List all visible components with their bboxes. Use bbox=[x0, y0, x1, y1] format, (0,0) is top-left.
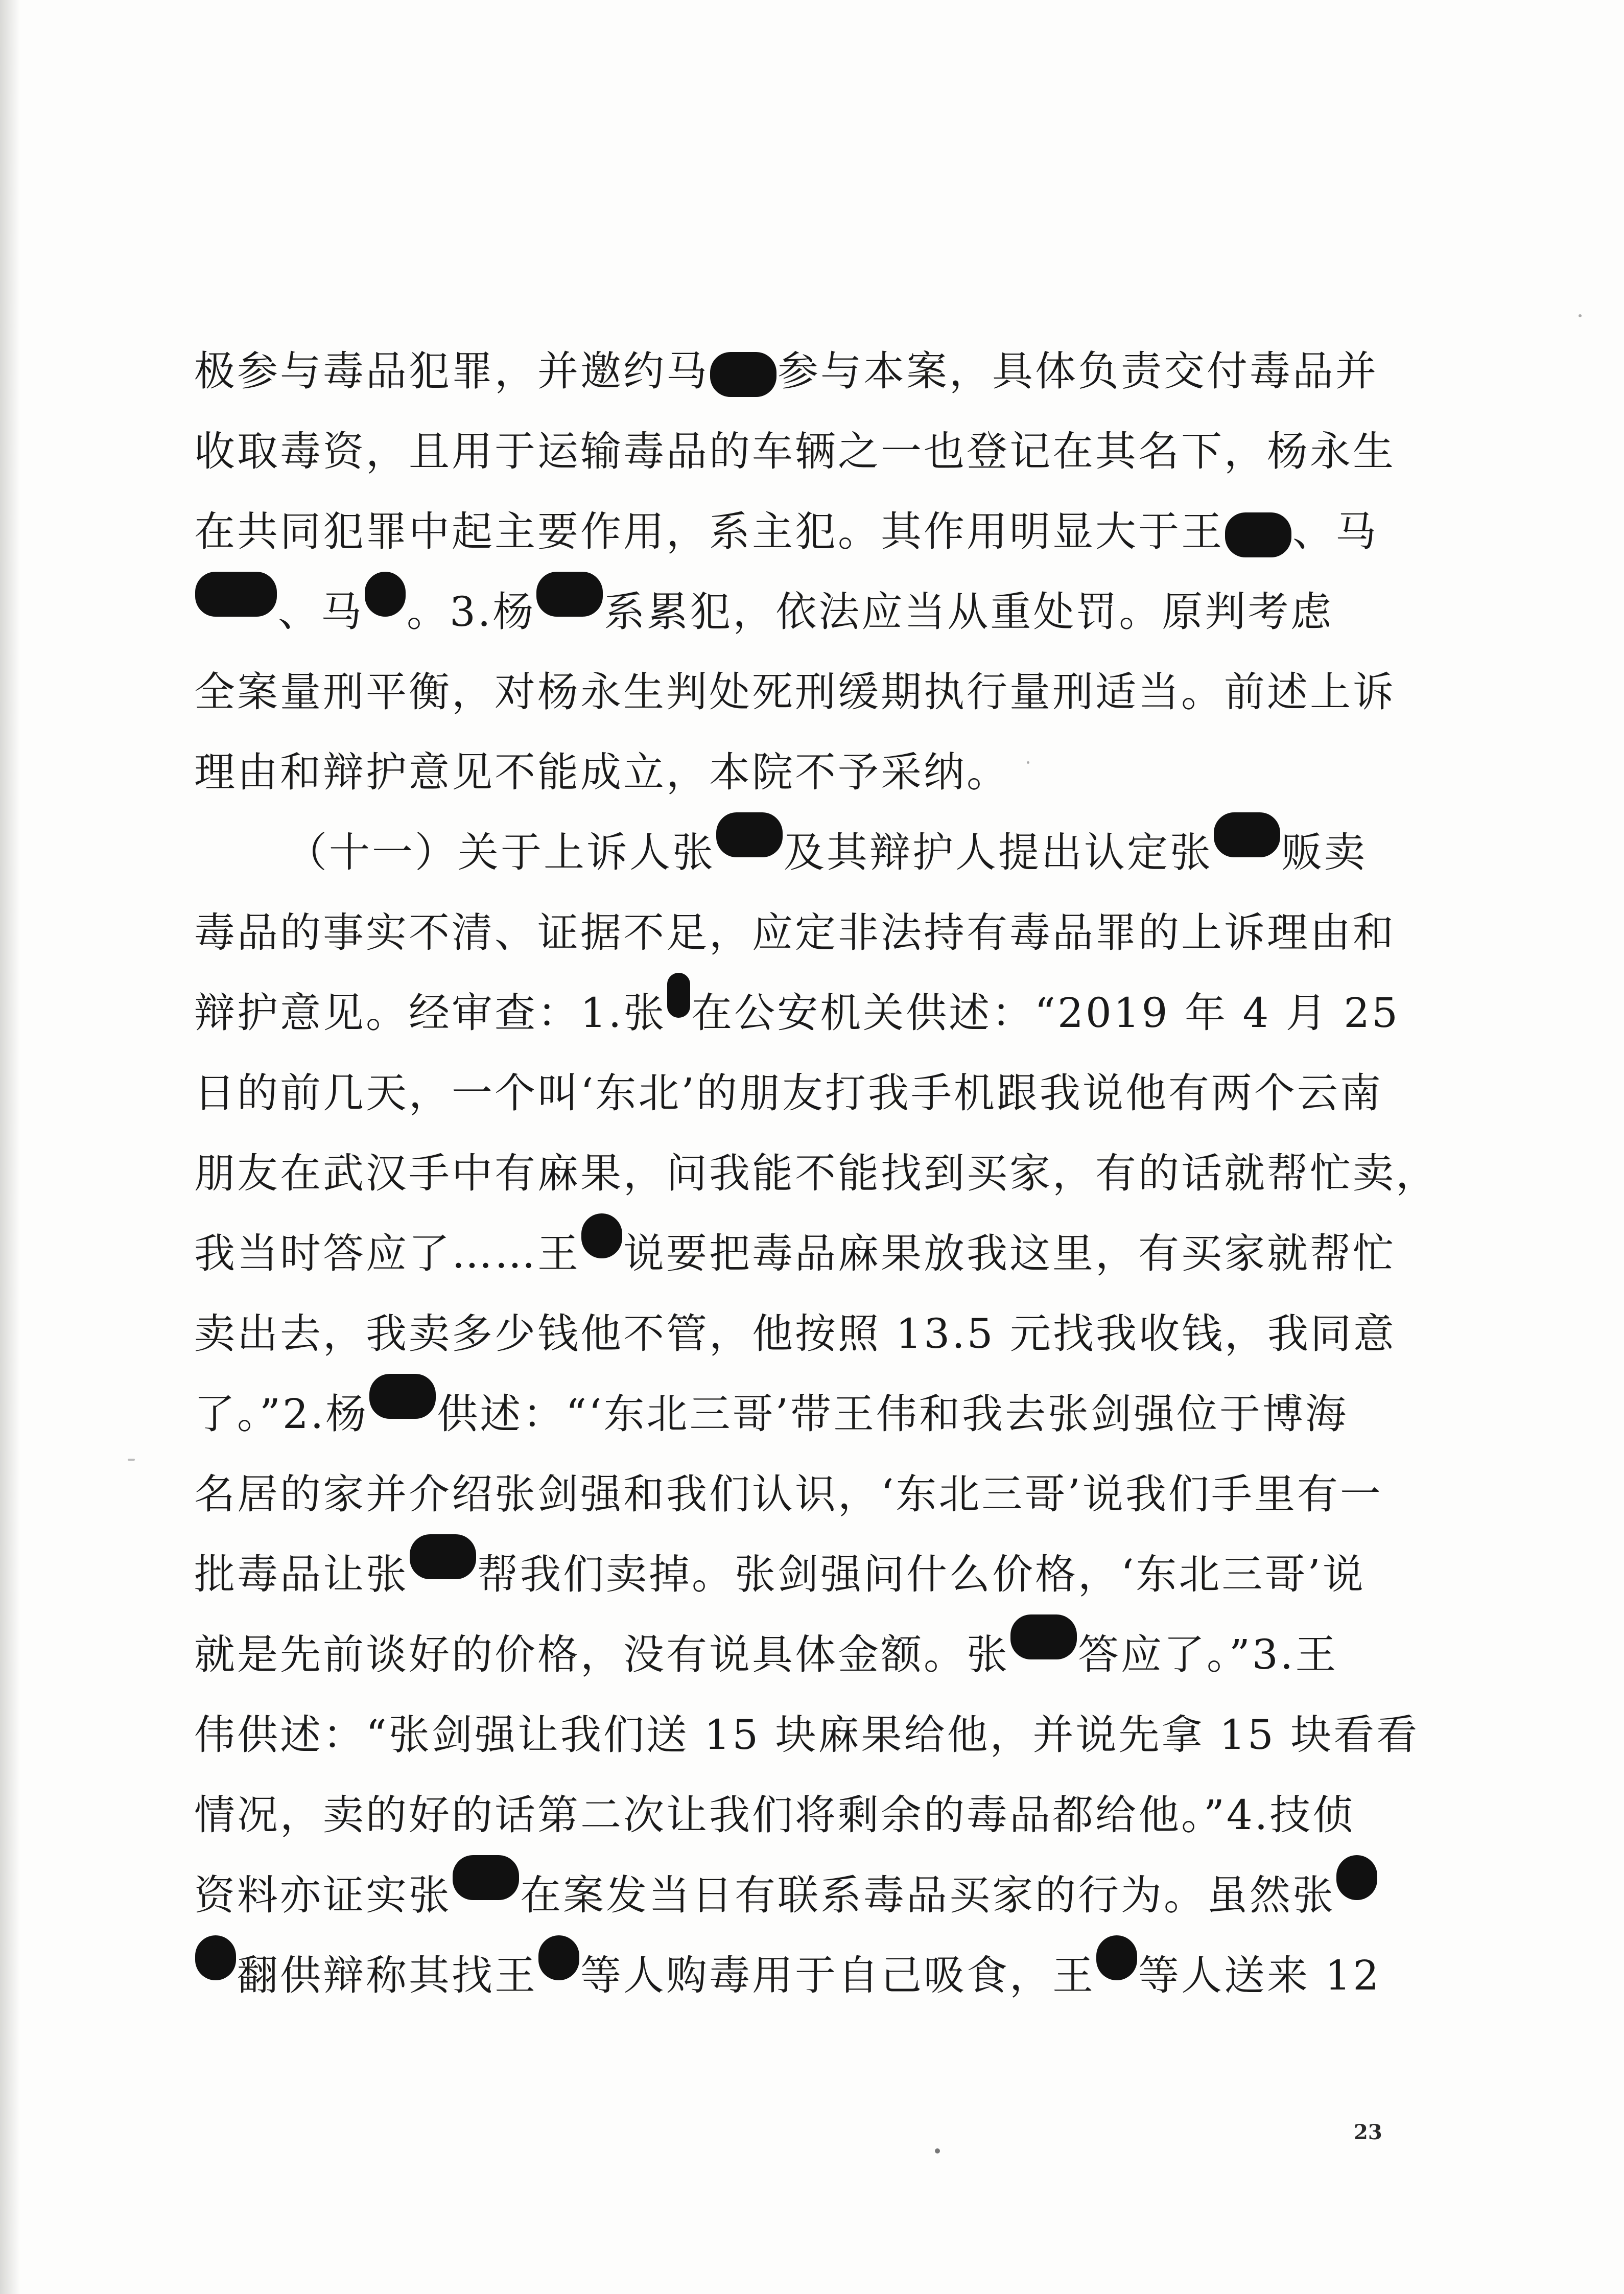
text-segment: 答应了。”3.王 bbox=[1078, 1631, 1338, 1678]
text-segment: 批毒品让张 bbox=[194, 1551, 409, 1598]
text-segment: 在公安机关供述：“2019 年 4 月 25 bbox=[691, 989, 1400, 1037]
text-segment: 供述：“‘东北三哥’带王伟和我去张剑强位于博海 bbox=[437, 1390, 1348, 1438]
text-segment: 等人购毒用于自己吸食，王 bbox=[580, 1952, 1095, 1999]
text-segment: 收取毒资，且用于运输毒品的车辆之一也登记在其名下，杨永生 bbox=[194, 428, 1396, 475]
redaction-mark bbox=[1010, 1614, 1077, 1659]
redaction-mark bbox=[667, 973, 690, 1018]
text-segment: 伟供述：“张剑强让我们送 15 块麻果给他，并说先拿 15 块看看 bbox=[194, 1711, 1420, 1759]
redaction-mark bbox=[195, 572, 277, 617]
text-segment: 、马 bbox=[1292, 508, 1378, 555]
text-segment: 全案量刑平衡，对杨永生判处死刑缓期执行量刑适当。前述上诉 bbox=[194, 668, 1396, 716]
text-line bbox=[194, 331, 1400, 411]
text-line bbox=[194, 1935, 1400, 2016]
redaction-mark bbox=[195, 1935, 236, 1980]
scan-speck bbox=[128, 1459, 135, 1461]
text-segment: 、马 bbox=[278, 588, 364, 636]
text-line bbox=[194, 1614, 1400, 1695]
text-segment: 毒品的事实不清、证据不足，应定非法持有毒品罪的上诉理由和 bbox=[194, 909, 1396, 956]
text-line bbox=[194, 1053, 1400, 1133]
text-segment: 说要把毒品麻果放我这里，有买家就帮忙 bbox=[623, 1230, 1396, 1277]
text-segment: 辩护意见。经审查：1.张 bbox=[194, 989, 667, 1037]
redaction-mark bbox=[538, 1935, 579, 1980]
text-line bbox=[194, 1294, 1400, 1374]
text-segment: 朋友在武汉手中有麻果，问我能不能找到买家，有的话就帮忙卖， bbox=[194, 1150, 1439, 1197]
text-segment: 日的前几天，一个叫‘东北’的朋友打我手机跟我说他有两个云南 bbox=[194, 1069, 1383, 1117]
text-segment: 名居的家并介绍张剑强和我们认识，‘东北三哥’说我们手里有一 bbox=[194, 1470, 1383, 1518]
text-line bbox=[194, 1133, 1439, 1213]
redaction-mark bbox=[1336, 1855, 1377, 1900]
text-line bbox=[194, 411, 1400, 491]
text-line bbox=[194, 732, 1400, 812]
text-segment: （十一）关于上诉人张 bbox=[286, 829, 715, 876]
redaction-mark bbox=[581, 1213, 622, 1258]
redaction-mark bbox=[410, 1534, 476, 1579]
text-line bbox=[194, 973, 1400, 1053]
text-line bbox=[194, 1534, 1400, 1614]
scan-speck bbox=[1579, 314, 1582, 317]
redaction-mark bbox=[453, 1855, 519, 1900]
redaction-mark bbox=[710, 352, 776, 397]
text-line bbox=[194, 1213, 1400, 1294]
redaction-mark bbox=[365, 572, 406, 617]
text-segment: 在共同犯罪中起主要作用，系主犯。其作用明显大于王 bbox=[194, 508, 1224, 555]
text-line bbox=[194, 491, 1400, 572]
text-segment: 在案发当日有联系毒品买家的行为。虽然张 bbox=[520, 1871, 1335, 1919]
text-segment: 了。”2.杨 bbox=[194, 1390, 369, 1438]
text-line bbox=[194, 812, 1400, 893]
text-segment: 极参与毒品犯罪，并邀约马 bbox=[194, 347, 709, 395]
text-segment: 翻供辩称其找王 bbox=[237, 1952, 537, 1999]
text-segment: 理由和辩护意见不能成立，本院不予采纳。 bbox=[194, 748, 1009, 796]
text-line bbox=[194, 1775, 1400, 1855]
text-line bbox=[194, 572, 1400, 652]
text-line bbox=[194, 893, 1400, 973]
text-line bbox=[194, 1374, 1400, 1454]
text-line bbox=[194, 1454, 1400, 1534]
redaction-mark bbox=[1225, 512, 1291, 557]
text-segment: 帮我们卖掉。张剑强问什么价格，‘东北三哥’说 bbox=[477, 1551, 1366, 1598]
text-line bbox=[194, 1695, 1420, 1775]
redaction-mark bbox=[1214, 812, 1280, 857]
text-segment: 及其辩护人提出认定张 bbox=[784, 829, 1213, 876]
page-number: 23 bbox=[1354, 2120, 1382, 2144]
redaction-mark bbox=[716, 812, 783, 857]
text-line bbox=[194, 1855, 1400, 1935]
text-segment: 。3.杨 bbox=[407, 588, 536, 636]
scan-speck bbox=[1027, 761, 1029, 764]
body-text bbox=[194, 331, 1439, 2016]
text-segment: 就是先前谈好的价格，没有说具体金额。张 bbox=[194, 1631, 1009, 1678]
text-segment: 系累犯，依法应当从重处罚。原判考虑 bbox=[604, 588, 1334, 636]
scan-edge bbox=[0, 0, 20, 2294]
text-segment: 卖出去，我卖多少钱他不管，他按照 13.5 元找我收钱，我同意 bbox=[194, 1310, 1396, 1357]
scan-speck bbox=[935, 2148, 940, 2153]
text-line bbox=[194, 652, 1400, 732]
redaction-mark bbox=[1096, 1935, 1137, 1980]
text-segment: 贩卖 bbox=[1281, 829, 1367, 876]
redaction-mark bbox=[536, 572, 603, 617]
text-segment: 等人送来 12 bbox=[1138, 1952, 1381, 1999]
text-segment: 资料亦证实张 bbox=[194, 1871, 452, 1919]
redaction-mark bbox=[369, 1374, 436, 1419]
text-segment: 情况，卖的好的话第二次让我们将剩余的毒品都给他。”4.技侦 bbox=[194, 1791, 1356, 1839]
text-segment: 我当时答应了……王 bbox=[194, 1230, 580, 1277]
text-segment: 参与本案，具体负责交付毒品并 bbox=[778, 347, 1378, 395]
